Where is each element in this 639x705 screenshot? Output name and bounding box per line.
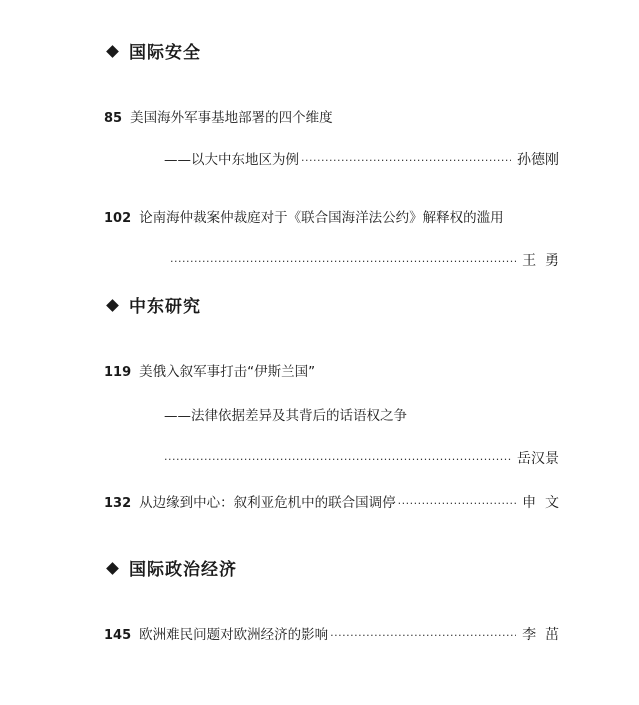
section-title: 国际政治经济 [129, 560, 237, 580]
entry-title: 欧洲难民问题对欧洲经济的影响 [139, 627, 329, 643]
entry-title: 美俄入叙军事打击“伊斯兰国” [139, 364, 316, 380]
page-number: 119 [104, 365, 132, 380]
entry-author: 孙德刚 [517, 152, 559, 168]
page-number: 102 [104, 211, 132, 226]
entry-subtitle: ——法律依据差异及其背后的话语权之争 [164, 408, 407, 424]
section-heading-international-security [108, 38, 201, 63]
diamond-bullet-icon [106, 45, 119, 58]
toc-entry-119[interactable] [104, 360, 315, 380]
section-heading-international-political-economy [108, 555, 237, 580]
toc-entry-119-subline [164, 404, 407, 424]
dot-leader [301, 154, 511, 167]
dot-leader [170, 255, 516, 268]
entry-author: 申 文 [522, 495, 559, 511]
diamond-bullet-icon [106, 299, 119, 312]
toc-entry-119-leader-line [164, 448, 559, 468]
page-number: 132 [104, 496, 132, 511]
dot-leader [398, 497, 516, 510]
toc-entry-102[interactable] [104, 206, 504, 226]
page-number: 145 [104, 628, 132, 643]
toc-entry-145[interactable] [104, 623, 559, 644]
toc-entry-102-subline [170, 250, 559, 270]
section-title: 中东研究 [129, 297, 201, 317]
toc-entry-85-subline [164, 148, 559, 169]
toc-entry-132[interactable] [104, 491, 559, 512]
page-number: 85 [104, 111, 123, 126]
entry-author: 李 茁 [522, 627, 559, 643]
entry-author: 岳汉景 [517, 451, 559, 467]
section-title: 国际安全 [129, 43, 201, 63]
entry-title: 论南海仲裁案仲裁庭对于《联合国海洋法公约》解释权的滥用 [139, 210, 504, 226]
entry-title: 美国海外军事基地部署的四个维度 [130, 110, 333, 126]
section-heading-middle-east-studies [108, 292, 201, 317]
entry-author: 王 勇 [522, 253, 559, 269]
diamond-bullet-icon [106, 562, 119, 575]
entry-title: 从边缘到中心：叙利亚危机中的联合国调停 [139, 495, 396, 511]
dot-leader [330, 629, 516, 642]
dot-leader [164, 453, 511, 466]
entry-subtitle: ——以大中东地区为例 [164, 152, 299, 168]
toc-entry-85[interactable] [104, 106, 333, 126]
